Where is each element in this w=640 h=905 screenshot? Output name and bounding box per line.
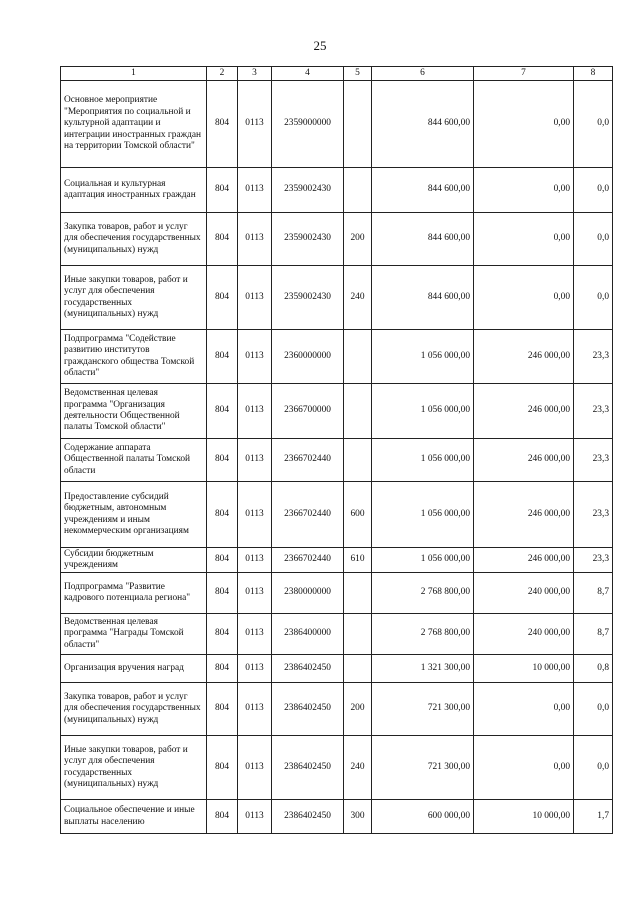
expense-type-cell — [344, 384, 372, 439]
ved-code-cell: 804 — [207, 330, 238, 384]
target-article-cell: 2366700000 — [272, 384, 344, 439]
planned-amount-cell: 1 056 000,00 — [372, 482, 474, 548]
table-row — [61, 548, 613, 573]
executed-amount-cell: 0,00 — [474, 683, 574, 736]
target-article-cell: 2386402450 — [272, 800, 344, 834]
planned-amount-cell: 2 768 800,00 — [372, 614, 474, 655]
planned-amount-cell: 1 056 000,00 — [372, 439, 474, 482]
ved-code-cell: 804 — [207, 384, 238, 439]
executed-amount-cell: 0,00 — [474, 266, 574, 330]
section-code-cell: 0113 — [238, 655, 272, 683]
target-article-cell: 2359000000 — [272, 81, 344, 168]
percent-cell: 23,3 — [574, 439, 613, 482]
section-code-cell: 0113 — [238, 482, 272, 548]
row-name-cell: Основное мероприятие "Мероприятия по социальной и культурной адаптации и интеграции иностранных граждан на территории Томской области" — [61, 81, 207, 168]
ved-code-cell: 804 — [207, 548, 238, 573]
planned-amount-cell: 721 300,00 — [372, 736, 474, 800]
expense-type-cell: 610 — [344, 548, 372, 573]
section-code-cell: 0113 — [238, 266, 272, 330]
table-row — [61, 655, 613, 683]
percent-cell: 0,8 — [574, 655, 613, 683]
table-row — [61, 330, 613, 384]
column-header: 2 — [207, 67, 238, 81]
expense-type-cell — [344, 614, 372, 655]
target-article-cell: 2359002430 — [272, 266, 344, 330]
target-article-cell: 2366702440 — [272, 548, 344, 573]
section-code-cell: 0113 — [238, 736, 272, 800]
executed-amount-cell: 10 000,00 — [474, 655, 574, 683]
planned-amount-cell: 721 300,00 — [372, 683, 474, 736]
executed-amount-cell: 246 000,00 — [474, 330, 574, 384]
column-header: 4 — [272, 67, 344, 81]
table-row — [61, 800, 613, 834]
ved-code-cell: 804 — [207, 683, 238, 736]
table-row — [61, 482, 613, 548]
table-header-row — [61, 67, 613, 81]
expense-type-cell — [344, 655, 372, 683]
budget-table — [60, 66, 613, 834]
page-number: 25 — [313, 38, 327, 53]
table-row — [61, 384, 613, 439]
table-row — [61, 439, 613, 482]
target-article-cell: 2386402450 — [272, 683, 344, 736]
expense-type-cell: 200 — [344, 683, 372, 736]
ved-code-cell: 804 — [207, 800, 238, 834]
table-row — [61, 683, 613, 736]
column-header: 6 — [372, 67, 474, 81]
ved-code-cell: 804 — [207, 655, 238, 683]
percent-cell: 0,0 — [574, 168, 613, 213]
planned-amount-cell: 2 768 800,00 — [372, 573, 474, 614]
ved-code-cell: 804 — [207, 482, 238, 548]
row-name-cell: Ведомственная целевая программа "Организация деятельности Общественной палаты Томской области" — [61, 384, 207, 439]
expense-type-cell: 300 — [344, 800, 372, 834]
percent-cell: 23,3 — [574, 330, 613, 384]
executed-amount-cell: 0,00 — [474, 213, 574, 266]
ved-code-cell: 804 — [207, 168, 238, 213]
section-code-cell: 0113 — [238, 384, 272, 439]
section-code-cell: 0113 — [238, 800, 272, 834]
row-name-cell: Иные закупки товаров, работ и услуг для обеспечения государственных (муниципальных) нужд — [61, 736, 207, 800]
target-article-cell: 2366702440 — [272, 482, 344, 548]
section-code-cell: 0113 — [238, 81, 272, 168]
percent-cell: 8,7 — [574, 614, 613, 655]
table-row — [61, 81, 613, 168]
ved-code-cell: 804 — [207, 213, 238, 266]
section-code-cell: 0113 — [238, 548, 272, 573]
planned-amount-cell: 844 600,00 — [372, 213, 474, 266]
executed-amount-cell: 246 000,00 — [474, 384, 574, 439]
expense-type-cell: 240 — [344, 736, 372, 800]
ved-code-cell: 804 — [207, 614, 238, 655]
planned-amount-cell: 1 056 000,00 — [372, 384, 474, 439]
executed-amount-cell: 240 000,00 — [474, 614, 574, 655]
row-name-cell: Содержание аппарата Общественной палаты Томской области — [61, 439, 207, 482]
target-article-cell: 2386402450 — [272, 655, 344, 683]
section-code-cell: 0113 — [238, 439, 272, 482]
expense-type-cell — [344, 439, 372, 482]
target-article-cell: 2386400000 — [272, 614, 344, 655]
row-name-cell: Иные закупки товаров, работ и услуг для обеспечения государственных (муниципальных) нужд — [61, 266, 207, 330]
row-name-cell: Подпрограмма "Содействие развитию институтов гражданского общества Томской области" — [61, 330, 207, 384]
row-name-cell: Субсидии бюджетным учреждениям — [61, 548, 207, 573]
column-header: 8 — [574, 67, 613, 81]
expense-type-cell — [344, 573, 372, 614]
planned-amount-cell: 844 600,00 — [372, 168, 474, 213]
target-article-cell: 2386402450 — [272, 736, 344, 800]
planned-amount-cell: 1 056 000,00 — [372, 548, 474, 573]
row-name-cell: Подпрограмма "Развитие кадрового потенциала региона" — [61, 573, 207, 614]
percent-cell: 0,0 — [574, 213, 613, 266]
percent-cell: 1,7 — [574, 800, 613, 834]
table-row — [61, 573, 613, 614]
ved-code-cell: 804 — [207, 573, 238, 614]
target-article-cell: 2359002430 — [272, 213, 344, 266]
planned-amount-cell: 844 600,00 — [372, 266, 474, 330]
table-row — [61, 168, 613, 213]
ved-code-cell: 804 — [207, 81, 238, 168]
table-row — [61, 614, 613, 655]
expense-type-cell — [344, 168, 372, 213]
row-name-cell: Закупка товаров, работ и услуг для обеспечения государственных (муниципальных) нужд — [61, 213, 207, 266]
percent-cell: 0,0 — [574, 683, 613, 736]
expense-type-cell — [344, 81, 372, 168]
section-code-cell: 0113 — [238, 683, 272, 736]
percent-cell: 23,3 — [574, 548, 613, 573]
planned-amount-cell: 1 321 300,00 — [372, 655, 474, 683]
expense-type-cell: 600 — [344, 482, 372, 548]
row-name-cell: Организация вручения наград — [61, 655, 207, 683]
planned-amount-cell: 1 056 000,00 — [372, 330, 474, 384]
section-code-cell: 0113 — [238, 330, 272, 384]
column-header: 5 — [344, 67, 372, 81]
section-code-cell: 0113 — [238, 168, 272, 213]
row-name-cell: Ведомственная целевая программа "Награды Томской области" — [61, 614, 207, 655]
column-header: 1 — [61, 67, 207, 81]
percent-cell: 23,3 — [574, 384, 613, 439]
executed-amount-cell: 0,00 — [474, 736, 574, 800]
ved-code-cell: 804 — [207, 439, 238, 482]
row-name-cell: Предоставление субсидий бюджетным, автономным учреждениям и иным некоммерческим организациям — [61, 482, 207, 548]
section-code-cell: 0113 — [238, 213, 272, 266]
executed-amount-cell: 240 000,00 — [474, 573, 574, 614]
row-name-cell: Социальная и культурная адаптация иностранных граждан — [61, 168, 207, 213]
target-article-cell: 2380000000 — [272, 573, 344, 614]
row-name-cell: Закупка товаров, работ и услуг для обеспечения государственных (муниципальных) нужд — [61, 683, 207, 736]
executed-amount-cell: 0,00 — [474, 168, 574, 213]
target-article-cell: 2360000000 — [272, 330, 344, 384]
section-code-cell: 0113 — [238, 573, 272, 614]
percent-cell: 0,0 — [574, 81, 613, 168]
percent-cell: 0,0 — [574, 736, 613, 800]
percent-cell: 0,0 — [574, 266, 613, 330]
row-name-cell: Социальное обеспечение и иные выплаты населению — [61, 800, 207, 834]
percent-cell: 8,7 — [574, 573, 613, 614]
planned-amount-cell: 844 600,00 — [372, 81, 474, 168]
executed-amount-cell: 246 000,00 — [474, 439, 574, 482]
executed-amount-cell: 246 000,00 — [474, 482, 574, 548]
table-row — [61, 213, 613, 266]
executed-amount-cell: 246 000,00 — [474, 548, 574, 573]
target-article-cell: 2359002430 — [272, 168, 344, 213]
executed-amount-cell: 0,00 — [474, 81, 574, 168]
expense-type-cell — [344, 330, 372, 384]
table-row — [61, 736, 613, 800]
percent-cell: 23,3 — [574, 482, 613, 548]
executed-amount-cell: 10 000,00 — [474, 800, 574, 834]
expense-type-cell: 240 — [344, 266, 372, 330]
planned-amount-cell: 600 000,00 — [372, 800, 474, 834]
column-header: 7 — [474, 67, 574, 81]
section-code-cell: 0113 — [238, 614, 272, 655]
expense-type-cell: 200 — [344, 213, 372, 266]
ved-code-cell: 804 — [207, 266, 238, 330]
table-row — [61, 266, 613, 330]
ved-code-cell: 804 — [207, 736, 238, 800]
target-article-cell: 2366702440 — [272, 439, 344, 482]
column-header: 3 — [238, 67, 272, 81]
